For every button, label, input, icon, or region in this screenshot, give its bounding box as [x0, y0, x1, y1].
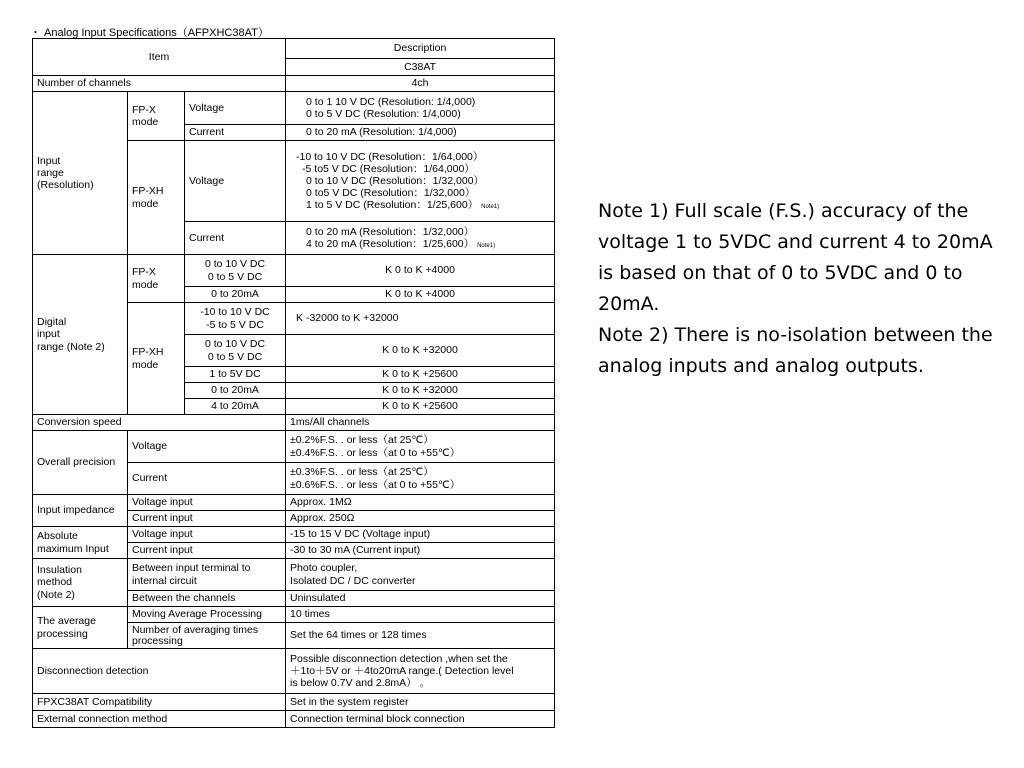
note-2: Note 2) There is no-isolation between the analog inputs and analog outputs. — [598, 324, 993, 377]
absolute-max-current-label: Current input — [128, 543, 286, 559]
conversion-value: 1ms/All channels — [286, 415, 555, 431]
digital-fpxh-1to5: 1 to 5V DC — [185, 367, 286, 383]
input-range-label: Input range (Resolution) — [33, 92, 128, 255]
precision-voltage-label: Voltage — [128, 431, 286, 463]
digital-fpxh-0to20: 0 to 20mA — [185, 383, 286, 399]
digital-fpxh-bipolar: -10 to 10 V DC -5 to 5 V DC — [185, 303, 286, 335]
digital-fpx-voltage-ranges: 0 to 10 V DC 0 to 5 V DC — [185, 255, 286, 287]
insulation-between-terminal: Between input terminal to internal circuit — [128, 559, 286, 591]
header-model: C38AT — [286, 59, 555, 76]
insulation-between-channels-value: Uninsulated — [286, 591, 555, 607]
impedance-current-label: Current input — [128, 511, 286, 527]
impedance-current-value: Approx. 250Ω — [286, 511, 555, 527]
compat-value: Set in the system register — [286, 694, 555, 711]
digital-fpxh-unipolar: 0 to 10 V DC 0 to 5 V DC — [185, 335, 286, 367]
average-number: Number of averaging times processing — [128, 623, 286, 649]
analog-input-spec-table — [32, 38, 555, 728]
channels-label: Number of channels — [33, 76, 286, 92]
average-label: The average processing — [33, 607, 128, 649]
conversion-label: Conversion speed — [33, 415, 286, 431]
absolute-max-label: Absolute maximum Input — [33, 527, 128, 559]
impedance-voltage-value: Approx. 1MΩ — [286, 495, 555, 511]
insulation-between-terminal-value: Photo coupler, Isolated DC / DC converter — [286, 559, 555, 591]
impedance-label: Input impedance — [33, 495, 128, 527]
absolute-max-voltage-value: -15 to 15 V DC (Voltage input) — [286, 527, 555, 543]
digital-fpxh-1to5-value: K 0 to K +25600 — [286, 367, 555, 383]
digital-fpx-mode: FP-X mode — [128, 255, 185, 303]
input-fpx-voltage-label: Voltage — [185, 92, 286, 125]
digital-fpxh-4to20: 4 to 20mA — [185, 399, 286, 415]
digital-fpxh-bipolar-value: K -32000 to K +32000 — [286, 303, 555, 335]
precision-current-label: Current — [128, 463, 286, 495]
spec-title: ・ Analog Input Specifications（AFPXHC38AT） — [30, 27, 269, 39]
digital-fpxh-mode: FP-XH mode — [128, 303, 185, 415]
insulation-label: Insulation method (Note 2) — [33, 559, 128, 607]
digital-fpxh-4to20-value: K 0 to K +25600 — [286, 399, 555, 415]
input-fpx-current-label: Current — [185, 125, 286, 141]
input-fpxh-current-label: Current — [185, 222, 286, 255]
external-label: External connection method — [33, 711, 286, 728]
precision-voltage-value: ±0.2%F.S. . or less（at 25℃） ±0.4%F.S. . or less（at 0 to +55℃） — [286, 431, 555, 463]
digital-fpx-voltage-value: K 0 to K +4000 — [286, 255, 555, 287]
digital-fpx-current: 0 to 20mA — [185, 287, 286, 303]
absolute-max-voltage-label: Voltage input — [128, 527, 286, 543]
insulation-between-channels: Between the channels — [128, 591, 286, 607]
header-item: Item — [33, 39, 286, 76]
digital-range-label: Digital input range (Note 2) — [33, 255, 128, 415]
average-number-value: Set the 64 times or 128 times — [286, 623, 555, 649]
input-fpxh-voltage-value: -10 to 10 V DC (Resolution：1/64,000） -5 to5 V DC (Resolution：1/64,000） 0 to 10 V DC (Resolution：1/32,000） 0 to5 V DC (Resolution：1/32,000） 1 to 5 V DC (Resolution：1/25,600） Note1) — [286, 141, 555, 222]
input-fpx-voltage-value: 0 to 1 10 V DC (Resolution: 1/4,000) 0 to 5 V DC (Resolution: 1/4,000) — [286, 92, 555, 125]
input-fpxh-mode: FP-XH mode — [128, 141, 185, 255]
absolute-max-current-value: -30 to 30 mA (Current input) — [286, 543, 555, 559]
disconnection-label: Disconnection detection — [33, 649, 286, 694]
input-fpx-mode: FP-X mode — [128, 92, 185, 141]
external-value: Connection terminal block connection — [286, 711, 555, 728]
input-fpx-current-value: 0 to 20 mA (Resolution: 1/4,000) — [286, 125, 555, 141]
precision-label: Overall precision — [33, 431, 128, 495]
disconnection-value: Possible disconnection detection ,when set the ＋1to＋5V or ＋4to20mA range.( Detection level is below 0.7V and 2.8mA） 。 — [286, 649, 555, 694]
digital-fpxh-unipolar-value: K 0 to K +32000 — [286, 335, 555, 367]
compat-label: FPXC38AT Compatibility — [33, 694, 286, 711]
header-description: Description — [286, 39, 555, 59]
average-moving-value: 10 times — [286, 607, 555, 623]
digital-fpx-current-value: K 0 to K +4000 — [286, 287, 555, 303]
impedance-voltage-label: Voltage input — [128, 495, 286, 511]
input-fpxh-current-value: 0 to 20 mA (Resolution：1/32,000） 4 to 20 mA (Resolution：1/25,600） Note1) — [286, 222, 555, 255]
channels-value: 4ch — [286, 76, 555, 92]
note-1: Note 1) Full scale (F.S.) accuracy of the voltage 1 to 5VDC and current 4 to 20mA is based on that of 0 to 5VDC and 0 to 20mA. — [598, 200, 993, 315]
precision-current-value: ±0.3%F.S. . or less（at 25℃） ±0.6%F.S. . or less（at 0 to +55℃） — [286, 463, 555, 495]
notes-panel — [598, 196, 993, 382]
input-fpxh-voltage-label: Voltage — [185, 141, 286, 222]
digital-fpxh-0to20-value: K 0 to K +32000 — [286, 383, 555, 399]
note1-tag: Note1) — [481, 204, 500, 211]
average-moving: Moving Average Processing — [128, 607, 286, 623]
